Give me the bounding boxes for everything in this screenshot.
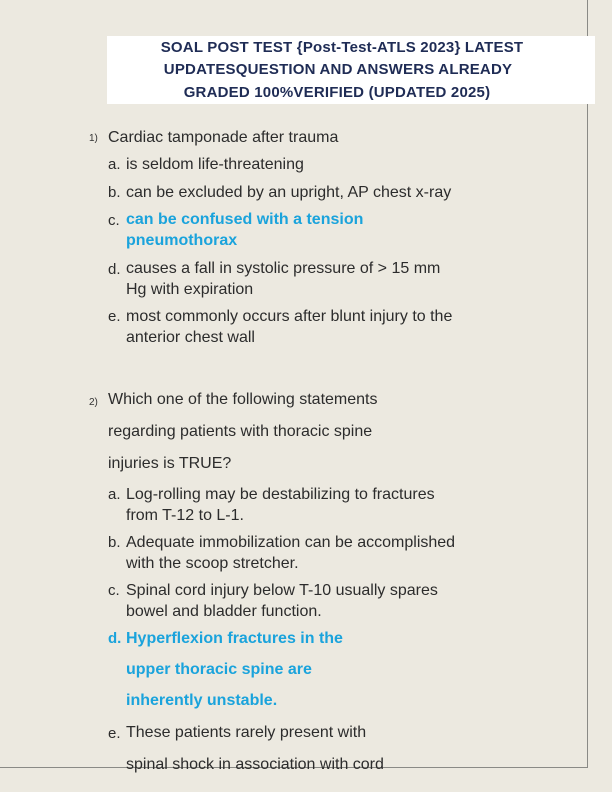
option-letter: e. xyxy=(108,308,121,325)
question-stem: regarding patients with thoracic spine xyxy=(108,423,373,440)
option-text: Spinal cord injury below T-10 usually spares xyxy=(126,582,438,599)
document-title-box xyxy=(107,36,595,104)
document-title-line-3: GRADED 100%VERIFIED (UPDATED 2025) xyxy=(183,84,491,101)
question-stem: Which one of the following statements xyxy=(108,391,378,408)
option-text: with the scoop stretcher. xyxy=(126,555,299,572)
option-letter: c. xyxy=(108,582,120,599)
question-number: 1) xyxy=(89,133,98,144)
option-text: is seldom life-threatening xyxy=(126,156,304,173)
correct-answer-text: can be confused with a tension xyxy=(126,211,364,228)
option-letter: a. xyxy=(108,156,121,173)
option-text: most commonly occurs after blunt injury to the xyxy=(126,308,453,325)
option-letter: b. xyxy=(108,534,121,551)
option-letter: e. xyxy=(108,725,121,742)
option-text: Adequate immobilization can be accomplished xyxy=(126,534,456,551)
correct-answer-text: upper thoracic spine are xyxy=(126,661,312,678)
question-number: 2) xyxy=(89,397,98,408)
option-text: causes a fall in systolic pressure of > 15 mm xyxy=(126,260,441,277)
question-stem: Cardiac tamponade after trauma xyxy=(108,129,339,146)
option-text: can be excluded by an upright, AP chest x-ray xyxy=(126,184,452,201)
correct-option-letter: d. xyxy=(108,630,122,647)
option-letter: c. xyxy=(108,212,120,229)
option-text: Hg with expiration xyxy=(126,281,254,298)
option-text: Log-rolling may be destabilizing to fractures xyxy=(126,486,435,503)
correct-answer-text: Hyperflexion fractures in the xyxy=(126,630,343,647)
option-letter: d. xyxy=(108,261,121,278)
document-title-line-1: SOAL POST TEST {Post-Test-ATLS 2023} LATEST xyxy=(160,39,524,56)
option-text: These patients rarely present with xyxy=(126,724,367,741)
correct-answer-text: inherently unstable. xyxy=(126,692,278,709)
option-text: from T-12 to L-1. xyxy=(126,507,244,524)
option-text: bowel and bladder function. xyxy=(126,603,322,620)
question-stem: injuries is TRUE? xyxy=(108,455,232,472)
option-letter: b. xyxy=(108,184,121,201)
option-text: spinal shock in association with cord xyxy=(126,756,384,773)
option-letter: a. xyxy=(108,486,121,503)
document-title-line-2: UPDATESQUESTION AND ANSWERS ALREADY xyxy=(163,61,513,78)
option-text: anterior chest wall xyxy=(126,329,255,346)
correct-answer-text: pneumothorax xyxy=(126,232,238,249)
